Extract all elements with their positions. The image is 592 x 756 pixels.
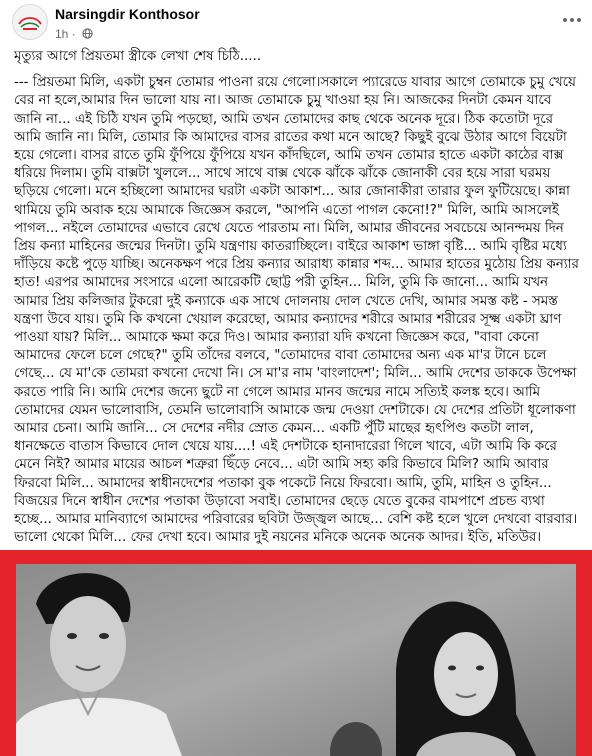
post-title: মৃত্যুর আগে প্রিয়তমা স্ত্রীকে লেখা শেষ চিঠি..... (14, 49, 262, 64)
globe-icon (82, 28, 93, 39)
meta-separator: · (71, 26, 76, 41)
page-logo-icon (16, 12, 44, 32)
letter-body: --- প্রিয়তমা মিলি, একটা চুম্বন তোমার পাওনা রয়ে গেলো।সকালে প্যারেডে যাবার আগে তোমাকে চুমু খেয়ে বের না হলে,আমার দিন ভালো যায় না। আজ তোমাকে চুমু খাওয়া হয় নি। আজকের দিনটা কেমন যাবে জানি না... এই চিঠি যখন তুমি পড়ছো, আমি তখন তোমাদের কাছ থেকে অনেক দূরে। ঠিক কতোটা দূরে আমি জানি না। মিলি, তোমার কি আমাদের বাসর রাতের কথা মনে আছে? কিছুই বুঝে উঠার আগে বিয়েটা হয়ে গেলো। বাসর রাতে তুমি ফুঁপিয়ে ফুঁপিয়ে যখন কাঁদছিলে, আমি তখন তোমার হাতে একটা কাঠের বাক্স ধরিয়ে দিলাম। তুমি বাক্সটা খুললে... সাথে সাথে বাক্স থেকে ঝাঁকে ঝাঁকে জোনাকী বের হয়ে সারা ঘরময় ছড়িয়ে গেলো। মনে হচ্ছিলো আমাদের ঘরটা একটা আকাশ... আর জোনাকীরা তারার ফুল ফুটিয়েছে। কান্না থামিয়ে তুমি অবাক হয়ে আমাকে জিজ্ঞেস করলে, "আপনি এতো পাগল কেনো!?" মিলি, আমি আসলেই পাগল... নইলে তোমাদের এভাবে রেখে যেতে পারতাম না। মিলি, আমার জীবনের সবচেয়ে আনন্দময় দিন প্রিয় কন্যা মাহিনের জন্মের দিনটা। তুমি যন্ত্রণায় কাতরাচ্ছিলে। বাইরে আকাশ ভাঙ্গা বৃষ্টি... আমি বৃষ্টির মধ্যে দাঁড়িয়ে কষ্টে পুড়ে যাচ্ছি। অনেকক্ষণ পরে প্রিয় কন্যার আরাধ্য কান্নার শব্দ... আমার হাতের মুঠোয় প্রিয় কন্যার হাত! এরপর আমাদের সংসারে এলো আরেকটি ছোট্ট পরী তুহিন... মিলি, তুমি কি জানো... আমি যখন আমার প্রিয় কলিজার টুকরো দুই কন্যাকে এক সাথে দোলনায় দোল খেতে দেখি, আমার সমস্ত কষ্ট - সমস্ত যন্ত্রণা উবে যায়। তুমি কি কখনো খেয়াল করেছো, আমার কন্যাদের শরীরে আমার শরীরের সূক্ষ্ম একটা ঘ্রাণ পাওয়া যায়? মিলি... আমাকে ক্ষমা করে দিও। আমার কন্যারা যদি কখনো জিজ্ঞেস করে, "বাবা কেনো আমাদের ফেলে চলে গেছে?" তুমি তাঁদের বলবে, "তোমাদের বাবা তোমাদের অন্য এক মা'র টানে চলে গেছে... যে মা'কে তোমরা কখনো দেখো নি। সে মা'র নাম 'বাংলাদেশ'; মিলি... আমি দেশের ডাককে উপেক্ষা করতে পারি নি। আমি দেশের জন্যে ছুটে না গেলে আমার মানব জন্মের নামে সত্যিই কলঙ্ক হবে। আমি তোমাদের যেমন ভালোবাসি, তেমনি ভালোবাসি আমাকে জন্ম দেওয়া দেশটাকে। যে দেশের প্রতিটা ধূলোকণা আমার চেনা। আমি জানি... সে দেশের নদীর স্রোত কেমন... একটি পুঁটি মাছের হৃৎপিণ্ড কতটা লাল, ধানক্ষেতে বাতাস কিভাবে দোল খেয়ে যায়....! এই দেশটাকে হানাদারেরা গিলে খাবে, এটা আমি কি করে মেনে নিই? আমার মায়ের আচল শত্রুরা ছিঁড়ে নেবে... এটা আমি সহ্য করি কিভাবে মিলি? আমি আবার ফিরবো মিলি... আমাদের স্বাধীনদেশের পতাকা বুক পকেটে নিয়ে ফিরবো। আমি, তুমি, মাহিন ও তুহিন... বিজয়ের দিনে স্বাধীন দেশের পতাকা উড়াবো সবাই। তোমাদের ছেড়ে যেতে বুকের বামপাশে প্রচন্ড ব্যথা হচ্ছে... আমার মানিব্যাগে আমাদের পরিবারের ছবিটা উজ্জ্বল আছে... বেশি কষ্ট হলে খুলে দেখবো বারবার। ভালো থেকো মিলি... ফের দেখা হবে। আমার দুই নয়নের মনিকে অনেক অনেক আদর। ইতি, মতিউর। (14, 75, 579, 546)
page-avatar[interactable] (12, 4, 48, 40)
more-options-icon[interactable] (560, 10, 584, 30)
post-time-link[interactable]: 1h (55, 26, 69, 41)
post-meta (55, 26, 93, 41)
page-name-link[interactable]: Narsingdir Konthosor (55, 6, 200, 22)
family-photo-image (16, 564, 576, 756)
post-text (14, 48, 582, 600)
post-header (0, 0, 592, 40)
post-photo[interactable] (0, 550, 592, 756)
